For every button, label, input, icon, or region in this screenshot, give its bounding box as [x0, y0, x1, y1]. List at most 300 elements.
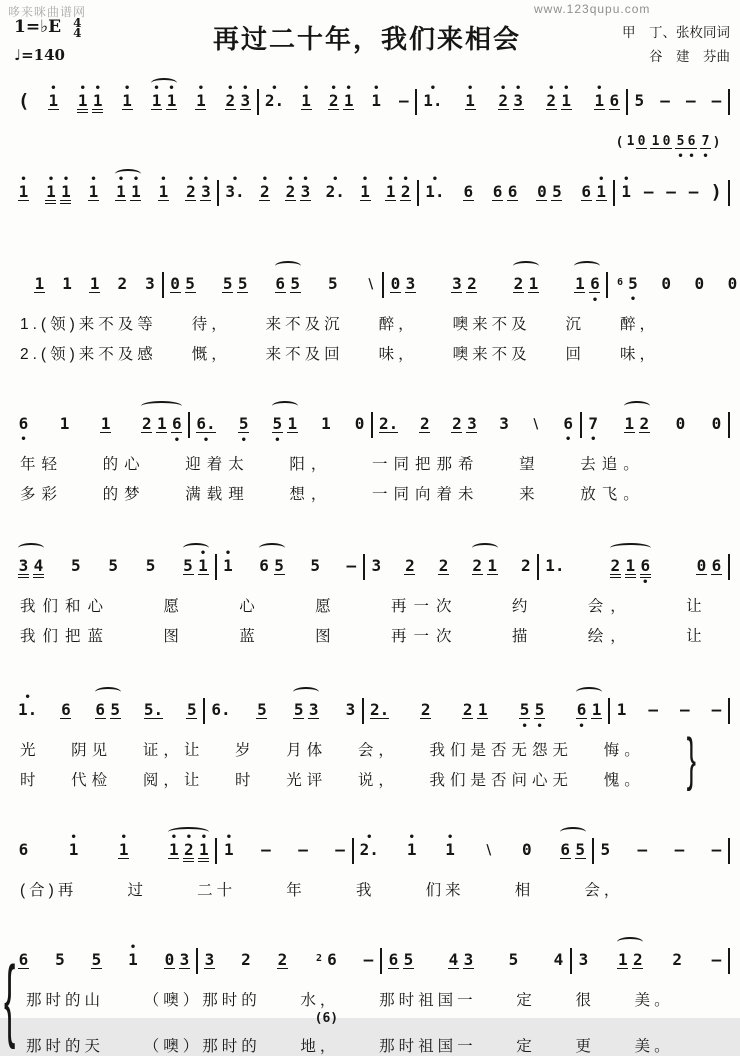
octave-dot-above: • — [563, 83, 570, 94]
note — [195, 83, 206, 121]
beam-underline — [198, 574, 209, 580]
note-value: – — [666, 182, 676, 201]
lyric-line — [20, 624, 709, 646]
note — [115, 174, 126, 212]
underline-slot — [241, 968, 252, 973]
note-value: 0 — [675, 414, 686, 433]
note-group — [320, 400, 331, 444]
music-line — [12, 400, 730, 444]
note — [617, 945, 628, 980]
note-group — [588, 400, 599, 444]
note-value: – — [335, 840, 345, 859]
note-group — [108, 542, 119, 586]
note-value: 4 — [33, 556, 44, 575]
note — [634, 86, 645, 120]
note-value: 3 — [405, 274, 416, 293]
lyric-segment: 那时的天 — [26, 1038, 105, 1055]
note-value: 0 — [537, 182, 547, 201]
note-group — [301, 77, 312, 121]
lyric-segment: 醉， — [378, 316, 418, 333]
beam-underline — [115, 200, 126, 206]
note-group — [145, 542, 156, 586]
note — [639, 409, 650, 444]
note-value: 5 — [575, 840, 586, 859]
beam-underline — [34, 292, 45, 298]
duration-dash — [679, 695, 690, 729]
note-value: 1 — [92, 91, 103, 110]
note — [45, 174, 56, 212]
rest-note — [164, 945, 175, 980]
lyric-segment: 1.(领)来不及等 — [20, 316, 157, 333]
note-value: 3 — [145, 274, 155, 293]
credits-block — [572, 21, 732, 69]
note-group — [685, 77, 696, 120]
note-value: 1 — [68, 840, 79, 859]
measure — [12, 77, 257, 121]
lyric-segment: 很 — [575, 992, 595, 1009]
lyric-line — [20, 594, 709, 616]
beam-underline — [609, 109, 620, 115]
note-group — [223, 826, 234, 869]
note-group — [335, 826, 346, 869]
note — [118, 832, 129, 870]
octave-dot-above: • — [362, 174, 369, 185]
note — [122, 83, 133, 121]
note-group — [614, 124, 625, 160]
lyric-segment: 会， — [357, 742, 399, 759]
note — [528, 269, 539, 304]
note-value: 1 — [596, 182, 607, 201]
note — [451, 409, 462, 444]
lyric-segment: 定 — [516, 1038, 536, 1055]
underline-slot — [423, 109, 442, 114]
beam-underline — [95, 718, 106, 724]
note-value: 3 — [18, 556, 29, 575]
note-value: 0 — [637, 134, 646, 149]
beam-underline — [287, 432, 298, 438]
note-value: 1 — [625, 556, 636, 575]
note-value: 1 — [621, 182, 632, 201]
octave-dot-above: • — [132, 174, 139, 185]
note-value: 5 — [600, 840, 611, 859]
octave-dot-above: • — [153, 83, 160, 94]
note-value: 6 — [687, 134, 696, 149]
note — [100, 409, 111, 444]
measure — [12, 168, 217, 212]
note-group — [636, 124, 661, 160]
note — [711, 551, 722, 586]
note — [591, 695, 602, 730]
note — [272, 409, 283, 444]
beam-underline — [594, 109, 605, 115]
note — [594, 83, 605, 121]
parenthesis — [614, 129, 625, 160]
note-value: 6 — [61, 700, 71, 719]
note-group — [186, 686, 197, 730]
note-value: 1 — [343, 91, 354, 110]
note — [462, 695, 473, 730]
underline-slot — [62, 292, 73, 297]
lyric-segment: 相 — [514, 882, 535, 899]
note-group — [158, 168, 169, 212]
octave-dot-above: • — [160, 174, 167, 185]
octave-dot-above: • — [598, 174, 605, 185]
tie-arc-group — [513, 260, 539, 304]
note-group — [648, 686, 659, 729]
beam-underline — [156, 432, 167, 438]
note — [621, 174, 632, 211]
watermark-url: www.123qupu.com — [534, 2, 651, 16]
duration-dash — [637, 835, 648, 869]
note — [293, 695, 304, 730]
measure — [12, 936, 196, 980]
note-group — [277, 936, 288, 980]
note-value: 1 — [575, 274, 585, 293]
measure — [12, 400, 188, 444]
note-value: 2 — [438, 556, 449, 575]
measure — [28, 260, 162, 304]
note-value: 1 — [618, 950, 628, 969]
note-value: 2 — [420, 414, 430, 433]
duration-dash — [688, 177, 699, 211]
note-value: ( — [615, 135, 624, 150]
lyric-line — [26, 1034, 674, 1056]
duration-dash — [711, 835, 722, 869]
note-value: 1 — [48, 91, 59, 110]
note — [223, 832, 234, 869]
lyric-line — [26, 988, 674, 1010]
note-value: \ — [365, 276, 376, 293]
system-block — [12, 400, 730, 504]
note-group — [45, 168, 71, 212]
note — [198, 832, 209, 870]
barline — [728, 838, 730, 864]
note — [264, 83, 285, 121]
note — [700, 129, 711, 160]
octave-dot-above: • — [548, 83, 555, 94]
underline-slot — [363, 968, 374, 973]
note-group — [256, 686, 267, 730]
note-group — [545, 542, 564, 586]
octave-dot-below: • — [173, 435, 180, 446]
note-value: 3 — [308, 700, 319, 719]
note-value: 2 — [142, 414, 152, 433]
octave-dot-below: • — [590, 434, 597, 445]
underline-slot — [265, 109, 284, 114]
underline-slot — [223, 574, 234, 579]
note — [385, 174, 396, 212]
underline-slot — [625, 148, 636, 153]
music-line — [12, 542, 730, 586]
note-group — [553, 936, 564, 980]
note-group — [398, 77, 409, 121]
note — [451, 269, 462, 304]
note — [423, 83, 443, 121]
lyric-segment: 约 — [511, 598, 535, 615]
beam-underline — [463, 968, 474, 974]
lyric-line — [20, 482, 645, 504]
note — [95, 695, 106, 730]
underline-slot — [327, 968, 338, 973]
note — [68, 832, 79, 870]
measure — [12, 542, 215, 586]
lyrics-block — [4, 948, 730, 1056]
note — [466, 409, 477, 444]
note-value: 4 — [553, 950, 564, 969]
note-value: 2. — [370, 700, 390, 719]
note-group — [390, 260, 416, 304]
note-group — [145, 260, 156, 304]
beam-underline — [513, 292, 524, 298]
note — [141, 409, 152, 444]
note-value: \ — [531, 416, 541, 433]
system-block — [12, 542, 730, 646]
octave-dot-above: • — [302, 174, 309, 185]
duration-dash — [260, 835, 271, 869]
octave-dot-above: • — [168, 83, 175, 94]
octave-dot-above: • — [373, 83, 380, 94]
beam-underline — [560, 858, 571, 864]
octave-dot-above: • — [225, 832, 232, 843]
beam-underline — [151, 109, 162, 115]
note-value: 6 — [275, 274, 286, 293]
tie-arc-group — [259, 542, 285, 586]
note-value: 2 — [277, 950, 288, 969]
underline-slot — [688, 200, 699, 205]
duration-dash — [363, 945, 374, 980]
note-group — [55, 936, 66, 980]
note-value: 2 — [260, 182, 270, 201]
note-value: 4 — [448, 950, 459, 969]
note-group — [625, 124, 636, 160]
note — [320, 409, 331, 444]
barline — [728, 948, 730, 974]
measure — [205, 686, 362, 730]
note-value: 6 — [18, 414, 29, 433]
note-value: 6 — [563, 414, 573, 433]
beam-underline — [617, 968, 628, 974]
octave-dot-above: • — [224, 548, 232, 559]
note — [561, 83, 572, 121]
note — [179, 945, 190, 980]
lyric-segment: 图 — [163, 628, 186, 645]
note-group — [164, 936, 190, 980]
note-value: 1 — [61, 182, 71, 201]
underline-slot — [508, 968, 519, 973]
note-value: 5 — [628, 274, 638, 293]
octave-dot-above: • — [332, 174, 339, 185]
lyric-line — [20, 342, 659, 364]
note — [466, 269, 477, 304]
note-group — [563, 400, 574, 444]
note — [240, 83, 251, 121]
note — [370, 695, 389, 730]
underline-slot — [260, 858, 271, 863]
beam-underline — [259, 200, 270, 206]
underline-slot — [354, 432, 365, 437]
lyric-segment: 我们是否问心无 — [429, 772, 574, 789]
note — [581, 177, 592, 212]
tie-arc-group — [610, 542, 651, 586]
composer-credit: 谷 建 芬曲 — [649, 49, 730, 64]
note-group — [88, 168, 99, 212]
beam-underline — [204, 968, 215, 974]
measure — [373, 400, 580, 444]
note — [465, 83, 476, 121]
note-value: 3 — [240, 91, 251, 110]
underline-slot — [225, 200, 244, 205]
beam-underline — [403, 968, 414, 974]
lyric-segment: 悔。 — [603, 742, 645, 759]
note-value: 5 — [508, 950, 519, 969]
lyric-segment: 阅，让 — [142, 772, 205, 789]
lyric-segment: 年 — [286, 882, 306, 899]
duration-dash — [298, 835, 309, 869]
beam-underline — [293, 718, 304, 724]
note-value: – — [398, 91, 409, 110]
note-group — [241, 936, 252, 980]
note-value: 3 — [513, 91, 523, 110]
lyricist-credit: 甲 丁、张枚同词 — [622, 25, 730, 40]
rest-note — [675, 409, 686, 444]
beam-underline — [122, 109, 133, 115]
octave-dot-above: • — [287, 174, 294, 185]
note — [624, 409, 635, 444]
barline — [728, 89, 730, 115]
note — [55, 945, 66, 980]
score-header — [10, 2, 732, 69]
note-value: 1 — [62, 274, 72, 293]
lyric-segment: 想， — [289, 486, 333, 503]
note-group — [711, 77, 722, 120]
note-value: 6 — [18, 840, 29, 859]
note-value: – — [688, 182, 699, 201]
beam-underline — [492, 200, 503, 206]
note-value: 5 — [272, 414, 283, 433]
underline-slot — [335, 858, 346, 863]
note-value: 5 — [145, 556, 156, 575]
note-value: 1 — [360, 182, 370, 201]
lyrics-block — [12, 878, 730, 900]
octave-dot-above: • — [402, 174, 409, 185]
rest-note — [711, 409, 722, 444]
note-value: 2 — [241, 950, 251, 969]
note-value: 2 — [184, 840, 194, 859]
note — [223, 548, 234, 586]
note-group — [238, 400, 249, 444]
note-group — [616, 686, 627, 729]
note — [553, 945, 564, 980]
note — [222, 269, 233, 304]
measure — [417, 77, 626, 121]
beam-underline — [466, 432, 477, 438]
lyric-line — [20, 452, 645, 474]
note — [145, 269, 156, 304]
note-value: 1 — [59, 414, 70, 433]
note — [327, 945, 338, 980]
underline-slot — [425, 200, 444, 205]
lyric-segment: 放飞。 — [580, 486, 645, 503]
beam-underline — [438, 574, 449, 580]
note-value: 2 — [610, 556, 621, 575]
beam-underline — [200, 200, 211, 206]
rest-note — [354, 409, 365, 444]
parenthesis — [711, 129, 722, 160]
note — [404, 551, 415, 586]
lyric-segment: 噢来不及 — [452, 346, 531, 363]
beam-underline — [472, 574, 483, 580]
note-group — [117, 260, 128, 304]
beam-underline — [274, 574, 285, 580]
note-group — [425, 168, 444, 212]
note — [198, 548, 209, 586]
note — [259, 174, 270, 212]
beam-underline — [195, 109, 206, 115]
note-group — [345, 686, 356, 730]
note-group — [531, 400, 542, 444]
note-value: 6 — [463, 182, 474, 201]
note-group — [637, 826, 648, 869]
note — [477, 695, 488, 730]
underline-slot — [345, 718, 356, 723]
note-value: 5 — [110, 700, 120, 719]
note-value: 6 — [18, 950, 29, 969]
note-value: 1 — [561, 91, 572, 110]
note — [596, 174, 607, 212]
beam-underline — [379, 432, 398, 438]
beam-underline — [33, 574, 44, 580]
note-value: 5 — [185, 274, 195, 293]
note-value: 2 — [639, 414, 650, 433]
note — [609, 86, 620, 121]
underline-slot — [327, 292, 338, 297]
note-value: 6 — [95, 700, 105, 719]
lyric-segment: 再一次 — [391, 628, 459, 645]
octave-dot-below: • — [274, 435, 281, 446]
note-group — [688, 168, 699, 211]
note-group — [259, 168, 270, 212]
underline-slot — [727, 292, 738, 297]
beam-underline — [390, 292, 401, 298]
note-group — [420, 686, 431, 730]
note-value: – — [648, 700, 659, 719]
beam-underline — [186, 718, 197, 724]
lyric-segment: 那时祖国一 — [379, 992, 477, 1009]
note — [405, 269, 416, 304]
note — [18, 551, 29, 586]
underline-slot — [648, 718, 659, 723]
duration-dash — [335, 835, 346, 869]
underline-slot — [637, 858, 648, 863]
note — [492, 177, 503, 212]
beam-underline — [388, 968, 399, 974]
underline-slot — [128, 968, 139, 973]
beam-underline — [60, 718, 71, 724]
note-value: 2 — [546, 91, 557, 110]
octave-dot-above: • — [623, 174, 630, 185]
note — [145, 551, 156, 586]
note-value: 2 — [467, 274, 477, 293]
lyric-segment: 愿 — [163, 598, 186, 615]
note-value: 2 — [400, 182, 411, 201]
note — [204, 945, 215, 980]
beam-underline — [343, 109, 354, 115]
note-group — [195, 77, 206, 121]
lyric-segment: 过 — [127, 882, 147, 899]
note — [578, 945, 589, 980]
lyric-segment: 光 — [20, 742, 41, 759]
note-value: 3 — [371, 556, 382, 575]
